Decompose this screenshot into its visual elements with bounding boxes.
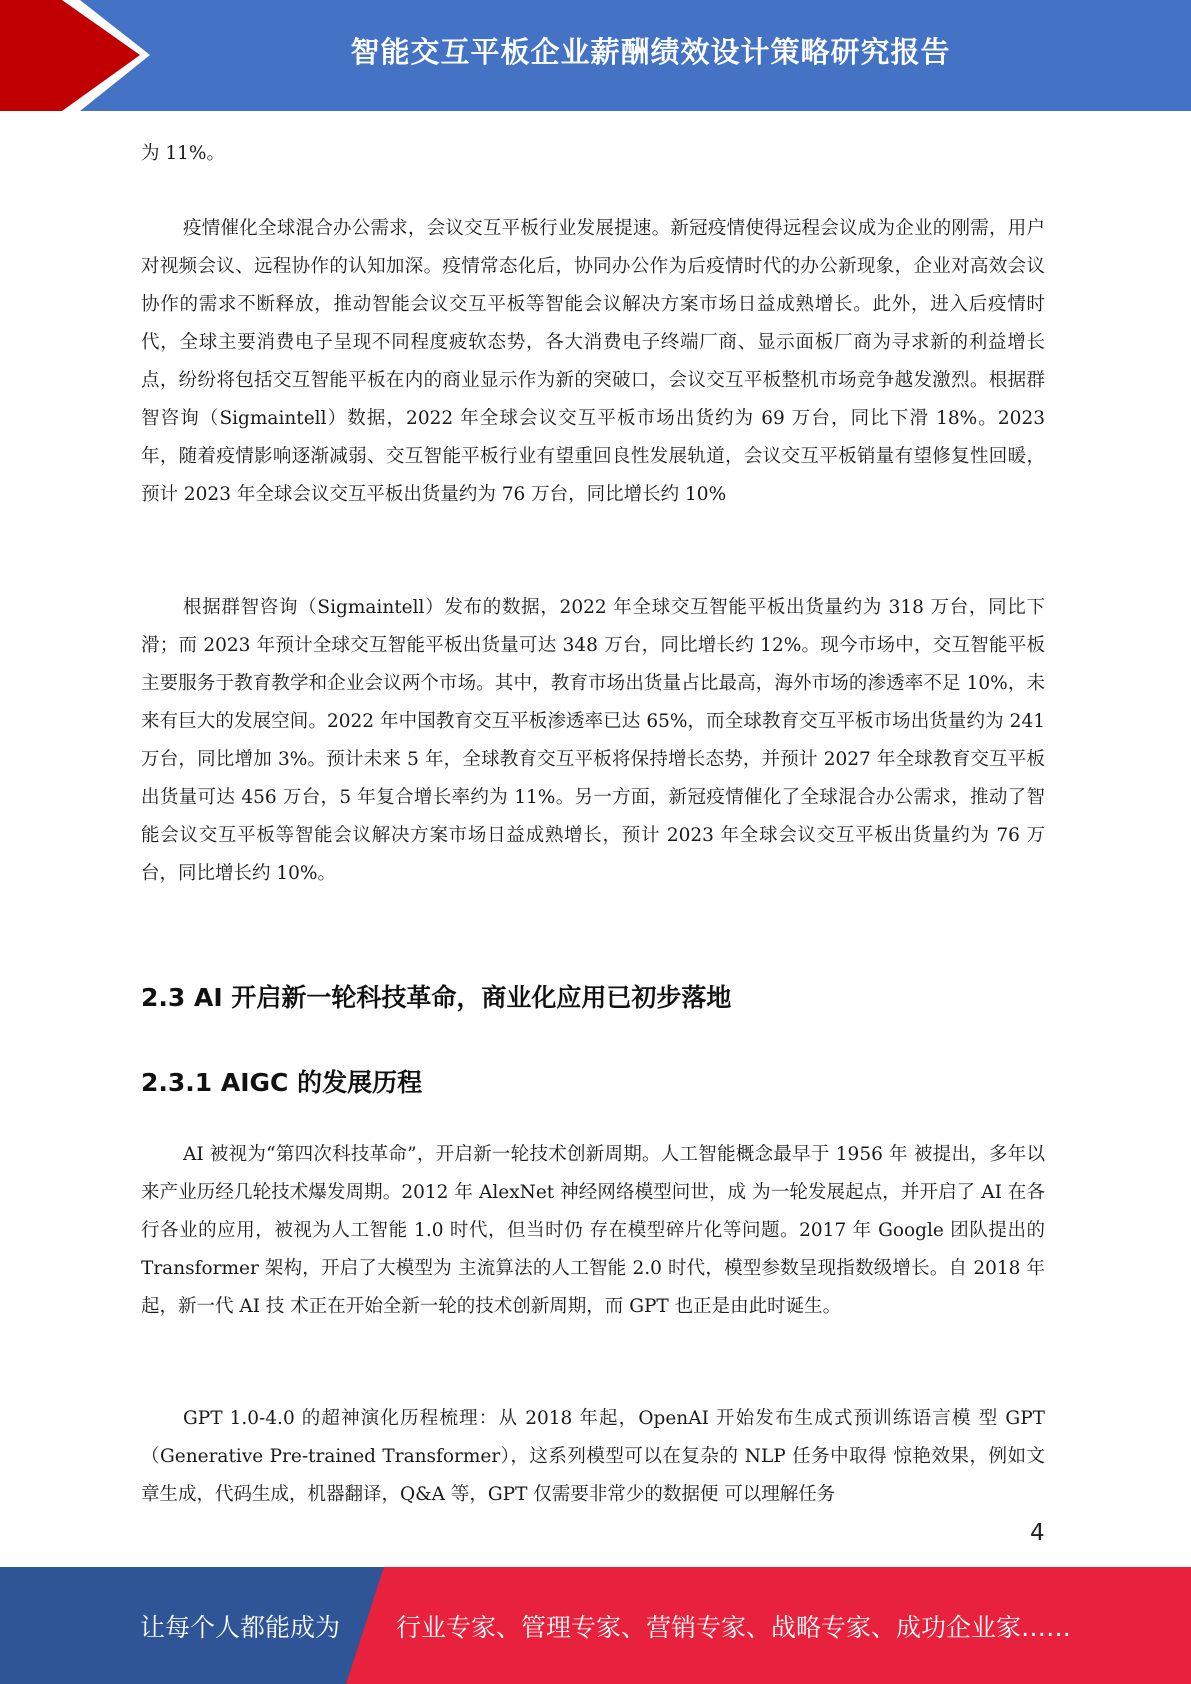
footer-slogan-right: 行业专家、管理专家、营销专家、战略专家、成功企业家…… (396, 1612, 1072, 1642)
section-heading-2-3-1: 2.3.1 AIGC 的发展历程 (141, 1068, 423, 1097)
section-heading-2-3: 2.3 AI 开启新一轮科技革命，商业化应用已初步落地 (141, 983, 732, 1012)
paragraph-interactive-panel-shipments: 根据群智咨询（Sigmaintell）发布的数据，2022 年全球交互智能平板出货量约为 318 万台，同比下滑；而 2023 年预计全球交互智能平板出货量可达 348 万台，同比增长约 12%。现今市场中，交互智能平板主要服务于教育教学和企业会议两个市场。其中，教育市场出货量占比最高，海外市场的渗透率不足 10%，未来有巨大的发展空间。2022 年中国教育交互平板渗透率已达 65%，而全球教育交互平板市场出货量约为 241 万台，同比增加 3%。预计未来 5 年，全球教育交互平板将保持增长态势，并预计 2027 年全球教育交互平板出货量可达 456 万台，5 年复合增长率约为 11%。另一方面，新冠疫情催化了全球混合办公需求，推动了智能会议交互平板等智能会议解决方案市场日益成熟增长，预计 2023 年全球会议交互平板出货量约为 76 万台，同比增长约 10%。 (141, 597, 1045, 884)
page-header (0, 0, 1191, 111)
paragraph-meeting-panel-market: 疫情催化全球混合办公需求，会议交互平板行业发展提速。新冠疫情使得远程会议成为企业的刚需，用户对视频会议、远程协作的认知加深。疫情常态化后，协同办公作为后疫情时代的办公新现象，企业对高效会议协作的需求不断释放，推动智能会议交互平板等智能会议解决方案市场日益成熟增长。此外，进入后疫情时代，全球主要消费电子呈现不同程度疲软态势，各大消费电子终端厂商、显示面板厂商为寻求新的利益增长点，纷纷将包括交互智能平板在内的商业显示作为新的突破口，会议交互平板整机市场竞争越发激烈。根据群智咨询（Sigmaintell）数据，2022 年全球会议交互平板市场出货约为 69 万台，同比下滑 18%。2023 年，随着疫情影响逐渐减弱、交互智能平板行业有望重回良性发展轨道，会议交互平板销量有望修复性回暖，预计 2023 年全球会议交互平板出货量约为 76 万台，同比增长约 10% (141, 218, 1045, 505)
paragraph-continuation: 为 11%。 (141, 143, 225, 164)
footer-slogan-left: 让每个人都能成为 (140, 1612, 341, 1642)
header-title: 智能交互平板企业薪酬绩效设计策略研究报告 (350, 34, 951, 69)
paragraph-ai-revolution: AI 被视为“第四次科技革命”，开启新一轮技术创新周期。人工智能概念最早于 1956 年 被提出，多年以来产业历经几轮技术爆发周期。2012 年 AlexNet 神经网络模型问世，成 为一轮发展起点，并开启了 AI 在各行各业的应用，被视为人工智能 1.0 时代，但当时仍 存在模型碎片化等问题。2017 年 Google 团队提出的 Transformer 架构，开启了大模型为 主流算法的人工智能 2.0 时代，模型参数呈现指数级增长。自 2018 年起，新一代 AI 技 术正在开始全新一轮的技术创新周期，而 GPT 也正是由此时诞生。 (141, 1144, 1045, 1317)
page-footer (0, 1567, 1191, 1684)
page-number: 4 (1030, 1520, 1045, 1546)
paragraph-gpt-evolution: GPT 1.0-4.0 的超神演化历程梳理：从 2018 年起，OpenAI 开始发布生成式预训练语言模 型 GPT（Generative Pre-trained Transformer），这系列模型可以在复杂的 NLP 任务中取得 惊艳效果，例如文章生成，代码生成，机器翻译，Q&A 等，GPT 仅需要非常少的数据便 可以理解任务 (141, 1408, 1045, 1505)
